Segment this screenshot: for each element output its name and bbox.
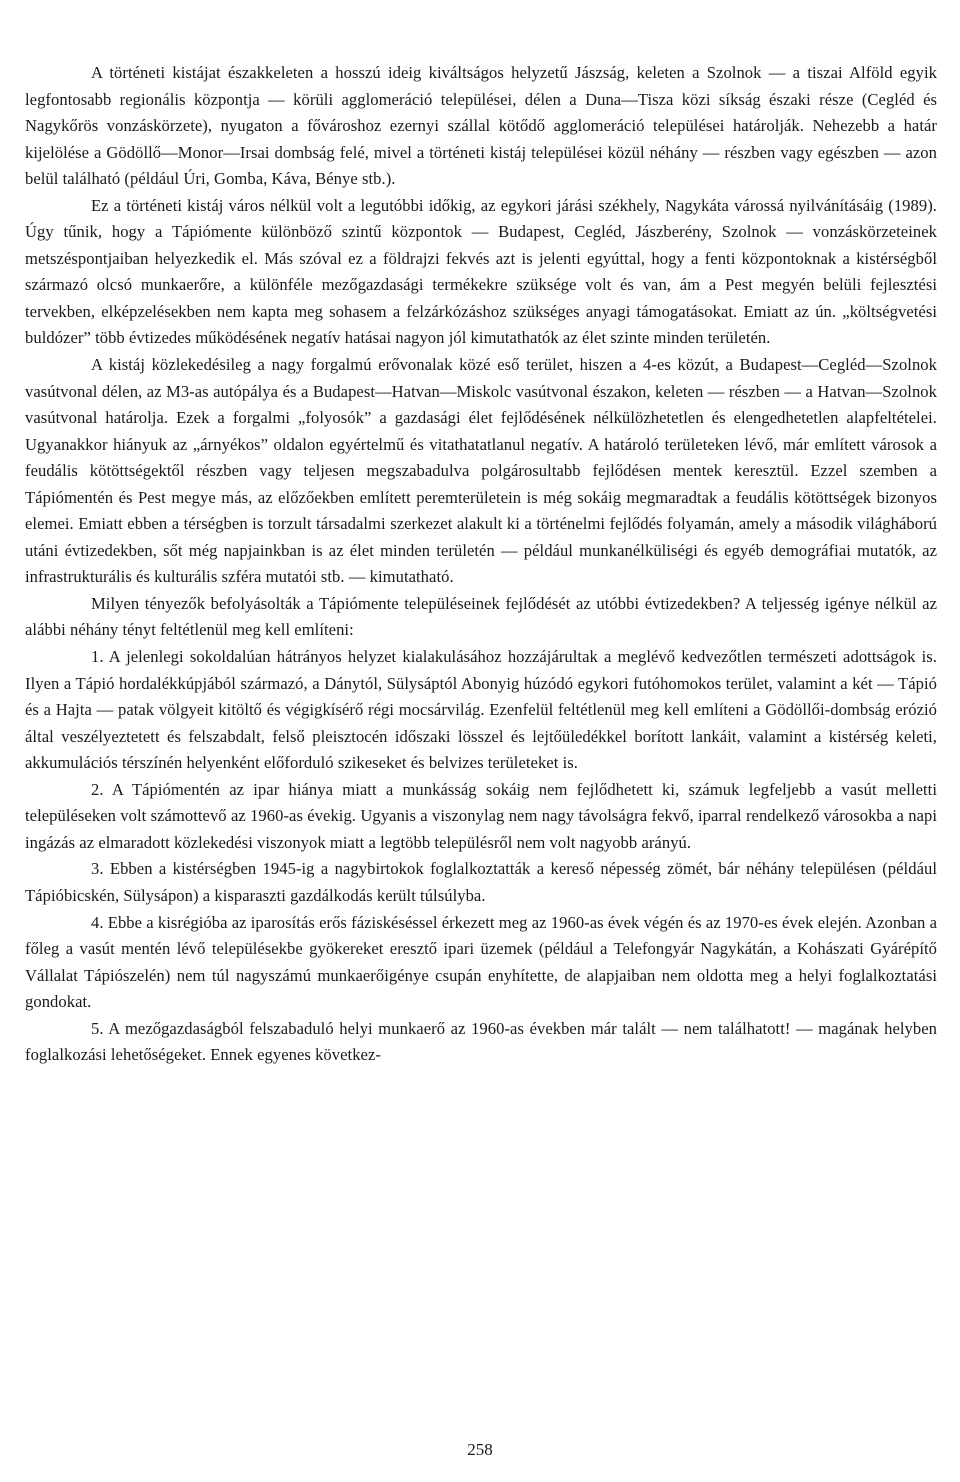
paragraph-2: Ez a történeti kistáj város nélkül volt a legutóbbi időkig, az egykori járási székhely, Nagykáta várossá nyilvánításáig (1989). Úgy tűnik, hogy a Tápiómente különböző szintű központok — Budapest, Cegléd, Jászberény, Szolnok — vonzáskörzeteinek metszéspontjaiban helyezkedik el. Más szóval ez a földrajzi fekvés azt is jelenti egyúttal, hogy a fenti központoknak a kistérségből származó olcsó munkaerőre, a különféle mezőgazdasági termékekre szüksége volt és van, ám a Pest megyén belüli fejlesztési tervekben, elképzelésekben nem kapta meg sohasem a felzárkózáshoz szükséges anyagi támogatásokat. Emiatt az ún. „költségvetési buldózer” több évtizedes működésének negatív hatásai nagyon jól kimutathatók az élet szinte minden területén. — [25, 195, 937, 348]
paragraph-1: A történeti kistájat északkeleten a hosszú ideig kiváltságos helyzetű Jászság, keleten a Szolnok — a tiszai Alföld egyik legfontosabb regionális központja — körüli agglomeráció települései, délen a Duna—Tisza közi síkság északi része (Cegléd és Nagykőrös vonzáskörzete), nyugaton a fővároshoz ezernyi szállal kötődő agglomeráció települései határolják. Nehezebb a határ kijelölése a Gödöllő—Monor—Irsai dombság felé, mivel a történeti kistáj települései közül néhány — részben vagy egészben — azon belül található (például Úri, Gomba, Káva, Bénye stb.). — [25, 63, 937, 189]
paragraph-4: Milyen tényezők befolyásolták a Tápiómente településeinek fejlődését az utóbbi évtizedekben? A teljesség igénye nélkül az alábbi néhány tényt feltétlenül meg kell említeni: — [25, 593, 937, 640]
paragraph-3: A kistáj közlekedésileg a nagy forgalmú erővonalak közé eső terület, hiszen a 4-es közút, a Budapest—Cegléd—Szolnok vasútvonal délen, az M3-as autópálya és a Budapest—Hatvan—Miskolc vasútvonal északon, keleten — részben — a Hatvan—Szolnok vasútvonal határolja. Ezek a forgalmi „folyosók” a gazdasági élet fejlődésének nélkülözhetetlen és elengedhetetlen alapfeltételei. Ugyanakkor hiányuk az „árnyékos” oldalon egyértelmű és vitathatatlanul negatív. A határoló területeken lévő, már említett városok a feudális kötöttségektől részben vagy teljesen megszabadulva polgárosultabb fejlődésen mentek keresztül. Ezzel szemben a Tápiómentén és Pest megye más, az előzőekben említett peremterületein is még sokáig megmaradtak a feudális kötöttségek bizonyos elemei. Emiatt ebben a térségben is torzult társadalmi szerkezet alakult ki a történelmi fejlődés folyamán, amely a második világháború utáni évtizedekben, sőt még napjainkban is az élet minden területén — például munkanélküliségi és egyéb demográfiai mutatók, az infrastrukturális és kulturális szféra mutatói stb. — kimutatható. — [25, 355, 937, 587]
list-item-5: 5. A mezőgazdaságból felszabaduló helyi munkaerő az 1960-as években már talált — nem találhatott! — magának helyben foglalkozási lehetőségeket. Ennek egyenes következ- — [25, 1018, 937, 1065]
page-number: 258 — [467, 1440, 493, 1459]
list-item-1: 1. A jelenlegi sokoldalúan hátrányos helyzet kialakulásához hozzájárultak a meglévő kedvezőtlen természeti adottságok is. Ilyen a Tápió hordalékkúpjából származó, a Dánytól, Sülysáptól Abonyig húzódó egykori futóhomokos terület, valamint a két — Tápió és a Hajta — patak völgyeit kitöltő és végigkísérő régi mocsárvilág. Ezenfelül feltétlenül meg kell említeni a Gödöllői-dombság erózió által veszélyeztetett és felszabdalt, felső pleisztocén időszaki lösszel és lejtőüledékkel borított lankáit, valamint a kistérség keleti, akkumulációs térszínén helyenként előforduló szikeseket és belvizes területeket is. — [25, 647, 937, 773]
list-item-4: 4. Ebbe a kisrégióba az iparosítás erős fáziskéséssel érkezett meg az 1960-as évek végén és az 1970-es évek elején. Azonban a főleg a vasút mentén lévő településekbe gyökereket eresztő ipari üzemek (például a Telefongyár Nagykátán, a Kohászati Gyárépítő Vállalat Tápiószelén) nem túl nagyszámú munkaerőigénye csupán enyhítette, de alapjaiban nem oldotta meg a helyi foglalkoztatási gondokat. — [25, 912, 937, 1012]
list-item-3: 3. Ebben a kistérségben 1945-ig a nagybirtokok foglalkoztatták a kereső népesség zömét, bár néhány településen (például Tápióbicskén, Sülysápon) a kisparaszti gazdálkodás került túlsúlyba. — [25, 859, 937, 905]
list-item-2: 2. A Tápiómentén az ipar hiánya miatt a munkásság sokáig nem fejlődhetett ki, számuk legfeljebb a vasút melletti településeken volt számottevő az 1960-as évekig. Ugyanis a viszonylag nem nagy távolságra fekvő, iparral rendelkező városokba a napi ingázás az elmaradott közlekedési viszonyok miatt a legtöbb településről nem volt nagyobb arányú. — [25, 779, 937, 852]
body-text — [25, 60, 937, 1069]
